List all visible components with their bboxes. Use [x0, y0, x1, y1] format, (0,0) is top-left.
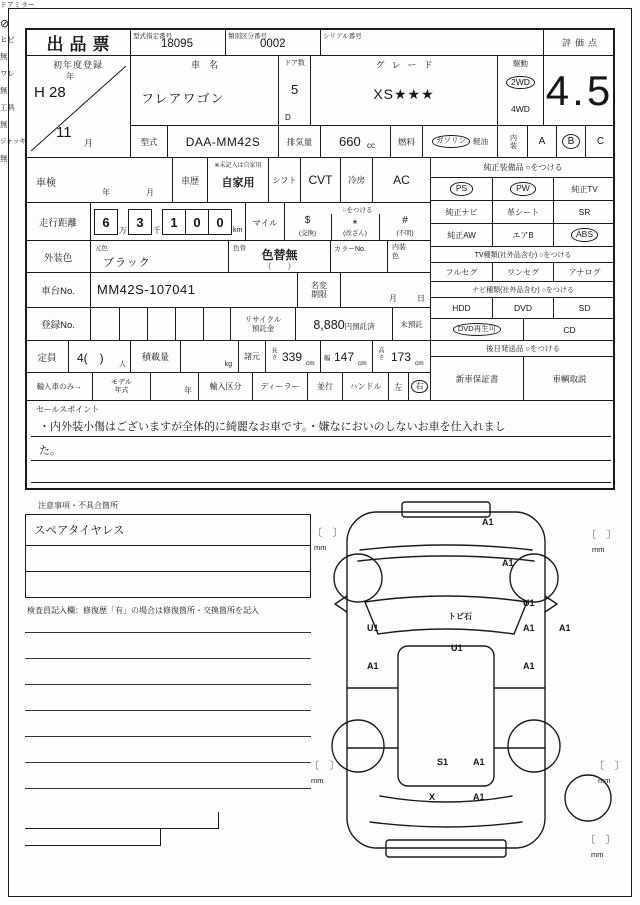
later-header	[430, 340, 615, 356]
inspector-line	[25, 658, 311, 659]
handle-left: 左	[394, 381, 403, 392]
tv-oneseg: ワンセグ	[507, 267, 539, 277]
score-cell	[543, 55, 615, 125]
scale-bracket: 〔 〕	[309, 761, 344, 772]
rear-right-wheel	[508, 720, 560, 772]
recycle-label-cell	[230, 307, 295, 340]
equip-aw-cell	[430, 223, 492, 246]
tv-type-header-label: TV種類(社外品含む) ○をつける	[474, 251, 572, 259]
sheet-title-cell	[25, 28, 130, 55]
damage-mark: A1	[473, 792, 485, 802]
recycle-not-deposited: 未預託	[400, 319, 423, 329]
capacity-value-cell	[68, 340, 130, 372]
fuel-label-cell	[390, 125, 422, 157]
recycle-deposit-cell	[295, 307, 392, 340]
class-code-cell	[225, 28, 320, 55]
model-year-label-1: モデル	[111, 378, 132, 386]
doors-header: ドア数	[284, 60, 305, 67]
grade-cell	[310, 55, 497, 125]
chassis-label: 車台No.	[41, 286, 75, 297]
chassis-value-cell	[90, 272, 297, 307]
displacement-value-cell	[320, 125, 390, 157]
import-only-cell	[25, 372, 92, 400]
sales-label: セールスポイント	[36, 405, 100, 414]
damage-mark: U1	[451, 643, 463, 653]
height-unit: cm	[415, 360, 424, 367]
damage-mark: トビ石	[448, 612, 472, 621]
mile-hash-sub: (不明)	[396, 230, 414, 237]
mile-label: マイル	[252, 218, 278, 228]
break-value: 無	[0, 86, 8, 95]
model-year-label-2: 年式	[114, 386, 129, 394]
inspector-line	[25, 736, 311, 737]
width-unit: cm	[358, 360, 367, 367]
load-label-cell	[130, 340, 180, 372]
model-code-cell	[130, 28, 225, 55]
inspection-year-unit: 年	[102, 188, 110, 197]
equip-header	[430, 157, 615, 177]
equip-leather: 革シート	[507, 207, 539, 217]
chassis-value: MM42S-107041	[97, 282, 196, 297]
rule-line	[31, 436, 611, 437]
scale-bracket: 〔 〕	[586, 530, 621, 541]
tv-fullseg-cell	[430, 262, 492, 281]
navi-hdd: HDD	[452, 303, 471, 313]
notes-value: スペアタイヤレス	[34, 525, 125, 537]
scale-mm: mm	[592, 545, 605, 554]
name-change-day-unit: 日	[417, 294, 425, 303]
cd-label: CD	[563, 324, 576, 335]
first-reg-month-unit: 月	[84, 138, 94, 148]
name-change-month-unit: 月	[389, 294, 397, 303]
load-label: 積載量	[141, 352, 169, 362]
aircon-label-cell	[340, 157, 372, 202]
jack-value: 無	[0, 154, 8, 163]
inspector-line	[25, 684, 311, 685]
class-code-label: 類別区分番号	[228, 33, 267, 40]
height-value: 173	[391, 350, 412, 364]
rear-window-line	[380, 796, 512, 802]
mirror-table-row	[25, 829, 161, 846]
damage-mark: A1	[367, 661, 379, 671]
capacity-label-cell	[25, 340, 68, 372]
navi-type-header-label: ナビ種類(社外品含む) ○をつける	[472, 286, 574, 294]
navi-type-header	[430, 281, 615, 297]
fuel-label: 燃料	[397, 136, 415, 147]
fuel-value-cell	[422, 125, 497, 157]
scale-bracket: 〔 〕	[594, 761, 629, 772]
drive-cell	[497, 55, 543, 125]
equip-airbag: エアB	[512, 230, 534, 240]
recycle-amount: 8,880	[313, 318, 345, 332]
sales-line-2: た。	[39, 445, 61, 457]
grade-value: XS★★★	[373, 86, 435, 102]
mileage-value-cell	[90, 202, 245, 240]
recycle-label-1: リサイクル	[244, 315, 282, 324]
mile-dollar: $	[304, 215, 311, 226]
length-label: 長さ	[270, 347, 276, 361]
shift-value-cell	[300, 157, 340, 202]
mileage-sen-unit: 千	[153, 226, 161, 235]
first-reg-label: 初年度登録	[52, 60, 103, 70]
equip-tv-cell	[553, 177, 615, 200]
import-year-cell	[150, 372, 198, 400]
ext-color-label: 外装色	[43, 252, 73, 264]
first-reg-year-unit: 年	[66, 72, 74, 81]
displacement-value: 660	[339, 134, 361, 149]
width-cell	[320, 340, 372, 372]
mileage-digit: 3	[128, 209, 152, 235]
notes-label: 注意事項・不具合箇所	[38, 501, 118, 510]
later-header-label: 後日発送品 ○をつける	[485, 344, 561, 353]
inspector-line	[25, 710, 311, 711]
orig-color-value: ブラック	[103, 257, 151, 269]
int-color-label-1: 内装	[392, 244, 406, 251]
equip-abs: ABS	[571, 228, 598, 241]
divider	[203, 308, 204, 341]
dvd-playable-cell	[430, 318, 523, 340]
mileage-digit: 0	[208, 209, 232, 235]
tools-value: 無	[0, 120, 8, 129]
damage-mark: A1	[473, 757, 485, 767]
mileage-man-unit: 万	[119, 226, 127, 235]
crack-label: ヒビ	[0, 35, 15, 44]
divider	[147, 308, 148, 341]
equip-aw: 純正AW	[447, 230, 476, 240]
rule-line	[31, 460, 611, 461]
manual-label: 車輌取説	[552, 373, 587, 384]
sales-line-1: ・内外装小傷はございますが全体的に綺麗なお車です。・嫌なにおいのしないお車を仕入れまし	[39, 421, 506, 433]
shift-label-cell	[268, 157, 300, 202]
navi-sd: SD	[578, 303, 591, 313]
tv-oneseg-cell	[492, 262, 553, 281]
tv-type-header	[430, 246, 615, 262]
model-code-label: 型式指定番号	[133, 33, 172, 40]
serial-label: シリアル番号	[323, 33, 362, 40]
name-change-value-cell	[340, 272, 430, 307]
equip-airbag-cell	[492, 223, 553, 246]
import-only-label: 輸入車のみ→	[36, 382, 82, 391]
model-code-value: 18095	[161, 38, 193, 50]
score-label: 評価点	[561, 37, 601, 48]
mileage-label: 走行距離	[38, 217, 77, 229]
recycle-not-deposited-cell	[392, 307, 430, 340]
change-color-value: 色替無	[261, 248, 298, 262]
navi-hdd-cell	[430, 297, 492, 318]
jack-label: ジャッキ	[0, 138, 26, 145]
interior-label: 内装	[509, 133, 517, 150]
mileage-km-unit: km	[233, 227, 243, 234]
score-value: 4.5	[545, 66, 614, 114]
inspector-label: 検査員記入欄：修復歴「有」の場合は修復箇所・交換箇所を記入	[27, 606, 259, 615]
orig-color-cell	[90, 240, 228, 272]
rule-line	[26, 571, 310, 572]
dims-label: 諸元	[244, 352, 260, 361]
notes-box	[25, 514, 311, 598]
name-change-label-1: 名変	[311, 281, 327, 290]
inspection-cell	[25, 157, 172, 202]
chassis-label-cell	[25, 272, 90, 307]
doormirror-label: ドアミラー	[0, 2, 35, 9]
aircon-label: 冷房	[347, 175, 365, 185]
scale-mm: mm	[598, 776, 611, 785]
model-year-cell	[92, 372, 150, 400]
front-plate	[402, 502, 490, 517]
fuel-gasoline: ガソリン	[432, 135, 470, 147]
equip-pw-cell	[492, 177, 553, 200]
int-color-label-2: 色	[392, 253, 399, 260]
cd-cell	[523, 318, 615, 340]
rule-line	[26, 545, 310, 546]
displacement-label: 排気量	[286, 136, 313, 147]
damage-mark: U1	[367, 623, 379, 633]
handle-right: 右	[411, 380, 428, 393]
car-name-header: 車 名	[190, 60, 218, 70]
load-unit: kg	[224, 361, 232, 368]
name-change-label-cell	[297, 272, 340, 307]
navi-dvd: DVD	[514, 303, 532, 313]
damage-mark: A1	[559, 623, 571, 633]
history-note: ※未記入は自家用	[214, 163, 262, 169]
equip-sr-cell	[553, 200, 615, 223]
car-diagram	[310, 496, 640, 868]
recycle-label-2: 預託金	[251, 324, 275, 333]
car-name-cell	[130, 55, 278, 125]
reg-no-boxes	[90, 307, 230, 340]
change-color-label: 色替	[233, 245, 246, 252]
damage-mark: A1	[482, 517, 494, 527]
doors-cell	[278, 55, 310, 125]
handle-cell	[342, 372, 388, 400]
equip-pw: PW	[510, 182, 536, 195]
crack-value: 無	[0, 52, 8, 61]
inspector-line	[25, 762, 311, 763]
interior-c: C	[596, 136, 605, 147]
name-change-label-2: 期限	[311, 290, 327, 299]
scale-bracket: 〔 〕	[312, 528, 347, 539]
mileage-digit: 1	[162, 209, 186, 235]
change-color-cell	[228, 240, 330, 272]
reg-no-label: 登録No.	[41, 320, 75, 331]
interior-b: B	[562, 134, 581, 150]
displacement-label-cell	[278, 125, 320, 157]
interior-label-cell	[497, 125, 527, 157]
scale-mm: mm	[591, 850, 604, 859]
width-label: 幅	[324, 355, 331, 362]
inspection-month-unit: 月	[146, 188, 154, 197]
aircon-value: AC	[393, 173, 410, 187]
windshield-base	[365, 596, 527, 602]
dealer-cell	[252, 372, 307, 400]
scale-bracket: 〔 〕	[585, 835, 620, 846]
hatch-line	[370, 822, 522, 827]
warranty-label: 新車保証書	[455, 373, 499, 384]
divider	[175, 308, 176, 341]
handle-right-cell	[408, 372, 430, 400]
mileage-digit: 6	[94, 209, 118, 235]
mirror-table-row	[25, 812, 219, 829]
load-value-cell	[180, 340, 238, 372]
first-reg-diagonal	[31, 66, 126, 151]
serial-cell	[320, 28, 543, 55]
width-value: 147	[334, 350, 355, 364]
mile-cell	[245, 202, 430, 240]
drive-4wd: 4WD	[511, 104, 530, 114]
mile-star: *	[352, 217, 358, 231]
ext-color-label-cell	[25, 240, 90, 272]
damage-mark: S1	[437, 757, 449, 767]
doors-value: 5	[291, 82, 299, 97]
model-label-cell	[130, 125, 167, 157]
roof-front-line	[378, 629, 514, 634]
interior-a-cell	[527, 125, 556, 157]
tv-analog: アナログ	[568, 267, 601, 277]
displacement-unit: cc	[367, 141, 375, 150]
manual-cell	[523, 356, 615, 400]
interior-c-cell	[585, 125, 615, 157]
tv-fullseg: フルセグ	[445, 267, 478, 277]
reg-no-label-cell	[25, 307, 90, 340]
orig-color-label: 元色	[95, 245, 108, 252]
equip-navi-cell	[430, 200, 492, 223]
score-label-cell	[543, 28, 615, 55]
height-label: 高さ	[377, 347, 383, 361]
equip-abs-cell	[553, 223, 615, 246]
first-reg-month: 11	[56, 124, 72, 141]
equip-ps-cell	[430, 177, 492, 200]
mile-note: ○をつける	[342, 207, 373, 214]
capacity-label: 定員	[37, 352, 57, 364]
dvd-playable: DVD再生可	[453, 323, 501, 335]
sales-section	[25, 400, 615, 490]
history-label-cell	[172, 157, 207, 202]
length-unit: cm	[306, 360, 315, 367]
height-cell	[372, 340, 430, 372]
history-value-cell	[207, 157, 268, 202]
damage-mark: A1	[502, 558, 514, 568]
damage-mark: U1	[523, 598, 535, 608]
break-label: ワレ	[0, 69, 15, 78]
tools-label: 工具	[0, 103, 15, 112]
history-value: 自家用	[221, 177, 255, 189]
capacity-unit: 人	[119, 361, 126, 368]
warranty-cell	[430, 356, 523, 400]
equip-sr: SR	[578, 207, 591, 217]
model-label: 型式	[140, 136, 158, 147]
tv-analog-cell	[553, 262, 615, 281]
inspection-label: 車検	[36, 178, 56, 189]
length-cell	[265, 340, 320, 372]
damage-mark: A1	[523, 661, 535, 671]
mileage-digit: 0	[185, 209, 209, 235]
divider	[119, 308, 120, 341]
import-year-unit: 年	[184, 386, 192, 395]
doormirror-mark: ⊘	[0, 18, 10, 30]
rule-line	[31, 482, 611, 483]
change-color-paren: （ ）	[263, 262, 296, 271]
mile-star-sub: (改ざん)	[343, 230, 367, 237]
equip-ps: PS	[450, 182, 473, 195]
model-value: DAA-MM42S	[185, 134, 261, 149]
damage-mark: A1	[523, 623, 535, 633]
drive-2wd: 2WD	[506, 76, 535, 89]
color-no-label: カラーNo.	[334, 246, 366, 253]
parallel-label: 並行	[317, 382, 333, 391]
equip-header-label: 純正装備品 ○をつける	[483, 163, 563, 172]
import-division-cell	[198, 372, 252, 400]
scale-mm: mm	[311, 776, 324, 785]
recycle-amount-suffix: 円預託済	[344, 322, 375, 331]
class-code-value: 0002	[260, 38, 286, 50]
shift-label: シフト	[272, 175, 297, 185]
inspector-line	[25, 788, 311, 789]
scale-mm: mm	[314, 543, 327, 552]
inspector-line	[25, 632, 311, 633]
int-color-cell	[387, 240, 430, 272]
mileage-label-cell	[25, 202, 90, 240]
navi-dvd-cell	[492, 297, 553, 318]
capacity-value: 4( )	[77, 351, 104, 365]
handle-label: ハンドル	[349, 382, 382, 391]
hood-line	[360, 545, 532, 550]
damage-mark: X	[429, 792, 436, 802]
dims-label-cell	[238, 340, 265, 372]
aircon-value-cell	[372, 157, 430, 202]
history-label: 車歴	[180, 175, 199, 186]
shift-value: CVT	[308, 173, 333, 187]
mile-dollar-sub: (交換)	[298, 230, 317, 237]
sheet-title: 出品票	[46, 34, 116, 54]
model-value-cell	[167, 125, 278, 157]
navi-sd-cell	[553, 297, 615, 318]
fuel-diesel: 軽油	[473, 137, 488, 146]
equip-tv: 純正TV	[571, 184, 598, 194]
drive-header: 駆動	[513, 59, 528, 68]
length-value: 339	[282, 350, 303, 364]
interior-a: A	[538, 136, 546, 147]
handle-left-cell	[388, 372, 408, 400]
interior-b-cell	[556, 125, 585, 157]
doors-d: D	[285, 113, 291, 122]
equip-leather-cell	[492, 200, 553, 223]
dealer-label: ディーラー	[260, 382, 300, 391]
car-name-value: フレアワゴン	[141, 91, 225, 106]
color-no-cell	[330, 240, 387, 272]
equip-navi: 純正ナビ	[445, 207, 478, 217]
mile-hash: #	[402, 215, 408, 226]
parallel-cell	[307, 372, 342, 400]
import-division-label: 輸入区分	[209, 382, 242, 391]
first-reg-cell	[25, 55, 130, 157]
grade-header: グレード	[375, 60, 440, 70]
first-reg-year: H 28	[34, 84, 66, 101]
